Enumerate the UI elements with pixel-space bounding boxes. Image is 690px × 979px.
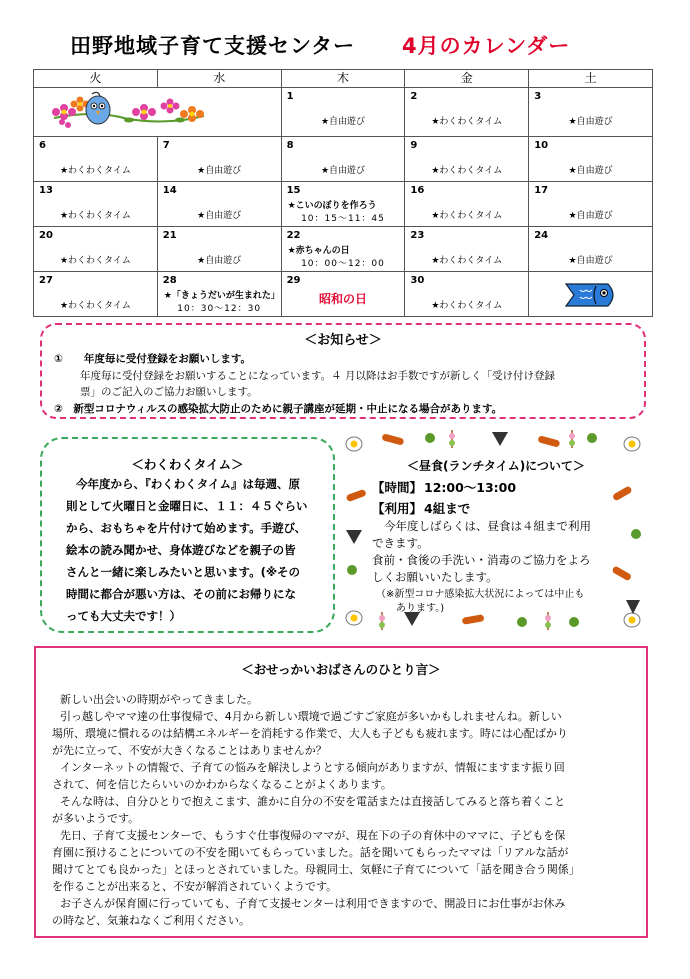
day-event: ★わくわくタイム <box>431 301 503 311</box>
day-event: ★自由遊び <box>320 166 366 176</box>
week-row <box>34 88 653 137</box>
weekday-sat: 土 <box>529 70 653 88</box>
lunch-use-label: 【利用】 <box>372 501 423 516</box>
calendar-day-cell <box>405 182 529 227</box>
wakuwaku-line: 絵本の読み聞かせ、身体遊びなどを親子の皆 <box>66 543 296 557</box>
holiday-label: 昭和の日 <box>318 292 367 306</box>
day-event: ★わくわくタイム <box>431 117 503 127</box>
notice-line: 年度毎に受付登録をお願いすることになっています。４ 月以降はお手数ですが新しく「受け付け登録 <box>80 370 555 382</box>
week-row <box>34 272 653 317</box>
calendar-day-cell <box>34 182 158 227</box>
calendar-day-cell <box>34 227 158 272</box>
osekkai-line: されて、何を信じたらいいのかわからなくなることがよくあります。 <box>52 778 392 791</box>
day-number: 28 <box>162 275 177 286</box>
calendar-day-cell <box>34 272 158 317</box>
osekkai-line: お子さんが保育園に行っていても、子育て支援センターは利用できますので、開設日にお仕事がお休み <box>60 897 566 910</box>
month-title: 4月のカレンダー <box>402 34 571 58</box>
day-number: 10 <box>534 140 549 151</box>
calendar-day-cell <box>405 137 529 182</box>
calendar-day-cell <box>529 182 653 227</box>
osekkai-line: そんな時は、自分ひとりで抱えこます、誰かに自分の不安を電話または直接話してみると落ち着くこと <box>60 795 566 808</box>
lunch-line: 今年度しばらくは、昼食は４組まで利用 <box>384 519 591 533</box>
day-number: 15 <box>286 185 301 196</box>
day-event: ★わくわくタイム <box>59 211 131 221</box>
event-time: 10：30～12：30 <box>177 304 262 314</box>
day-number: 23 <box>410 230 425 241</box>
weekday-thu: 木 <box>281 70 405 88</box>
lunch-line: できます。 <box>372 536 429 550</box>
wakuwaku-title: ＜わくわくタイム＞ <box>131 457 244 472</box>
calendar-day-cell <box>157 227 281 272</box>
osekkai-line: インターネットの情報で、子育ての悩みを解決しようとする傾向がありますが、情報にますます振り回 <box>60 761 565 774</box>
notice-line: ② 新型コロナウィルスの感染拡大防止のために親子講座が延期・中止になる場合があります。 <box>54 403 503 415</box>
day-number: 17 <box>534 185 549 196</box>
osekkai-line: を作ることが出来ると、不安が解消されていくようです。 <box>52 880 338 893</box>
day-number: 7 <box>162 140 170 151</box>
weekday-fri: 金 <box>405 70 529 88</box>
lunch-line: （※新型コロナ感染拡大状況によっては中止も <box>376 589 585 600</box>
osekkai-line: 育園に預けることについての不安を聞いてもらっていました。話を聞いてもらったママは「リアルな話が <box>52 846 569 859</box>
day-event: ★自由遊び <box>197 166 242 176</box>
osekkai-line: 新しい出会いの時期がやってきました。 <box>60 693 258 706</box>
calendar-day-cell <box>405 272 529 317</box>
koinobori-icon <box>562 280 622 310</box>
osekkai-line: 引っ越しやママ達の仕事復帰で、4月から新しい環境で過ごすご家庭が多いかもしれませんね。新しい <box>60 710 562 723</box>
lunch-line: あります。) <box>396 603 445 614</box>
day-event: ★わくわくタイム <box>59 256 131 266</box>
calendar-day-cell <box>281 227 405 272</box>
day-event: ★わくわくタイム <box>59 166 131 176</box>
osekkai-line: 先日、子育て支援センターで、もうすぐ仕事復帰のママが、現在下の子の育休中のママに、子どもを保 <box>60 829 566 842</box>
day-event: ★自由遊び <box>568 117 613 127</box>
page-title: 田野地域子育て支援センター <box>70 34 356 58</box>
day-event: ★「きょうだいが生まれた」 <box>163 291 280 301</box>
osekkai-title: ＜おせっかいおばさんのひとり言＞ <box>241 662 441 677</box>
day-number: 2 <box>410 91 418 102</box>
day-event: ★赤ちゃんの日 <box>287 246 350 256</box>
lunch-box <box>342 430 650 640</box>
flowers-and-bird-icon <box>34 88 282 132</box>
calendar-table <box>33 69 653 317</box>
day-number: 3 <box>534 91 542 102</box>
koinobori-cell <box>529 272 653 317</box>
osekkai-line: 場所、環境に慣れるのは結構エネルギーを消耗する作業で、大人も子どもも疲れます。時には心配ばかり <box>52 727 568 740</box>
day-event: ★わくわくタイム <box>431 256 503 266</box>
calendar-day-cell <box>405 227 529 272</box>
event-time: 10：00～12：00 <box>301 259 385 269</box>
calendar-day-cell <box>157 137 281 182</box>
day-number: 20 <box>39 230 53 241</box>
calendar-day-cell <box>529 227 653 272</box>
lunch-time-value: 12:00～13:00 <box>424 480 517 495</box>
day-event: ★こいのぼりを作ろう <box>287 201 377 211</box>
wakuwaku-line: さんと一緒に楽しみたいと思います。(※その <box>66 565 301 579</box>
weekday-header-row <box>34 70 653 88</box>
wakuwaku-line: っても大丈夫です！） <box>66 609 181 623</box>
day-event: ★わくわくタイム <box>431 211 503 221</box>
lunch-use-value: 4組まで <box>424 501 471 516</box>
osekkai-line: 聞けてとても良かった」とほっとされていました。母親同士、気軽に子育てについて「話を聞き合う関係」 <box>52 863 580 876</box>
osekkai-box <box>34 646 648 938</box>
osekkai-line: が多いようです。 <box>52 812 140 825</box>
day-event: ★自由遊び <box>197 211 242 221</box>
calendar-day-cell <box>157 182 281 227</box>
day-number: 14 <box>162 185 177 196</box>
day-event: ★わくわくタイム <box>431 166 503 176</box>
calendar-day-cell <box>529 88 653 137</box>
day-event: ★わくわくタイム <box>59 301 131 311</box>
calendar-day-cell <box>281 272 405 317</box>
day-number: 29 <box>286 275 301 286</box>
notice-title: ＜お知らせ＞ <box>304 333 382 348</box>
day-event: ★自由遊び <box>320 117 366 127</box>
calendar-day-cell <box>157 272 281 317</box>
notice-line: ① 年度毎に受付登録をお願いします。 <box>54 353 252 365</box>
osekkai-line: の時など、気兼ねなくご利用ください。 <box>52 914 250 927</box>
week-row <box>34 137 653 182</box>
day-number: 13 <box>39 185 53 196</box>
day-number: 9 <box>410 140 418 151</box>
day-number: 16 <box>410 185 425 196</box>
lunch-title: ＜昼食(ランチタイム)について＞ <box>407 459 585 473</box>
wakuwaku-line: 則として火曜日と金曜日に、１１：４５ぐらい <box>66 499 308 513</box>
notice-box <box>40 323 646 419</box>
day-number: 22 <box>286 230 301 241</box>
lunch-time-label: 【時間】 <box>372 480 423 495</box>
calendar-day-cell <box>34 137 158 182</box>
wakuwaku-box <box>40 437 335 633</box>
day-number: 24 <box>534 230 549 241</box>
wakuwaku-line: 時間に都合が悪い方は、その前にお帰りにな <box>66 587 296 601</box>
wakuwaku-line: から、おもちゃを片付けて始めます。手遊び、 <box>66 521 307 535</box>
day-event: ★自由遊び <box>568 211 613 221</box>
day-event: ★自由遊び <box>568 166 613 176</box>
calendar-day-cell <box>529 137 653 182</box>
week-row <box>34 182 653 227</box>
wakuwaku-line: 今年度から、『わくわくタイム』は毎週、原 <box>76 477 301 491</box>
day-number: 8 <box>286 140 294 151</box>
calendar-day-cell <box>281 88 405 137</box>
calendar-day-cell <box>281 137 405 182</box>
flower-bird-illustration <box>34 88 282 137</box>
day-event: ★自由遊び <box>197 256 242 266</box>
day-number: 27 <box>39 275 53 286</box>
event-time: 10：15～11：45 <box>301 214 385 224</box>
day-number: 6 <box>39 140 46 151</box>
day-number: 21 <box>162 230 177 241</box>
weekday-tue: 火 <box>34 70 158 88</box>
lunch-line: 食前・食後の手洗い・消毒のご協力をよろ <box>372 553 591 567</box>
osekkai-line: が先に立って、不安が大きくなることはありませんか？ <box>52 744 327 757</box>
day-number: 30 <box>410 275 425 286</box>
calendar-day-cell <box>281 182 405 227</box>
weekday-wed: 水 <box>157 70 281 88</box>
notice-line: 票」のご記入のご協力お願いします。 <box>80 386 258 398</box>
lunch-line: しくお願いいたします。 <box>372 570 498 584</box>
calendar-day-cell <box>405 88 529 137</box>
day-event: ★自由遊び <box>568 256 613 266</box>
week-row <box>34 227 653 272</box>
day-number: 1 <box>286 91 294 102</box>
